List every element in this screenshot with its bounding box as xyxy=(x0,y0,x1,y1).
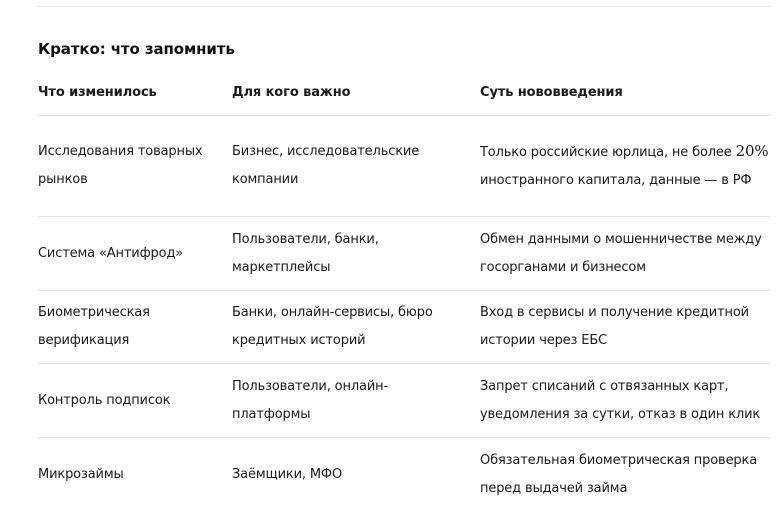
header-essence: Суть нововведения xyxy=(480,85,623,100)
audience-cell xyxy=(232,291,442,363)
audience-cell xyxy=(232,217,442,290)
table-header xyxy=(38,78,770,116)
change-cell xyxy=(38,438,223,511)
essence-text-part: Только российские юрлица, не более xyxy=(480,145,732,160)
summary-table xyxy=(38,78,770,511)
essence-cell xyxy=(480,217,770,290)
audience-cell xyxy=(232,438,442,511)
essence-cell xyxy=(480,291,770,363)
essence-text: Обмен данными о мошенничестве между госорганами и бизнесом xyxy=(480,231,762,275)
audience-cell xyxy=(232,116,442,216)
change-text: Контроль подписок xyxy=(38,392,171,408)
change-text: Исследования товарных рынков xyxy=(38,144,203,187)
table-row xyxy=(38,364,770,438)
audience-text: Заёмщики, МФО xyxy=(232,466,343,482)
essence-cell xyxy=(480,116,770,216)
header-what-changed: Что изменилось xyxy=(38,85,157,100)
essence-text: Вход в сервисы и получение кредитной истории через ЕБС xyxy=(480,305,749,348)
essence-cell xyxy=(480,438,770,511)
audience-text: Бизнес, исследовательские компании xyxy=(232,144,420,187)
header-who-matters: Для кого важно xyxy=(232,85,351,100)
change-cell xyxy=(38,217,223,290)
audience-text: Пользователи, онлайн-платформы xyxy=(232,378,389,422)
change-text: Микрозаймы xyxy=(38,466,124,482)
table-row xyxy=(38,438,770,511)
audience-cell xyxy=(232,364,442,437)
change-cell xyxy=(38,291,223,363)
top-divider xyxy=(38,6,770,7)
change-cell xyxy=(38,364,223,437)
change-cell xyxy=(38,116,223,216)
essence-percent: 20% xyxy=(735,142,769,160)
section-title: Кратко: что запомнить xyxy=(38,40,235,58)
essence-text xyxy=(480,137,770,195)
change-text: Система «Антифрод» xyxy=(38,245,184,261)
essence-text-part: иностранного капитала, данные — в РФ xyxy=(480,173,752,188)
essence-cell xyxy=(480,364,770,437)
change-text: Биометрическая верификация xyxy=(38,305,150,348)
essence-text: Запрет списаний с отвязанных карт, уведомления за сутки, отказ в один клик xyxy=(480,378,761,422)
audience-text: Банки, онлайн-сервисы, бюро кредитных историй xyxy=(232,305,433,348)
table-row xyxy=(38,116,770,217)
table-row xyxy=(38,291,770,364)
essence-text: Обязательная биометрическая проверка перед выдачей займа xyxy=(480,452,758,496)
audience-text: Пользователи, банки, маркетплейсы xyxy=(232,231,379,275)
table-row xyxy=(38,217,770,291)
